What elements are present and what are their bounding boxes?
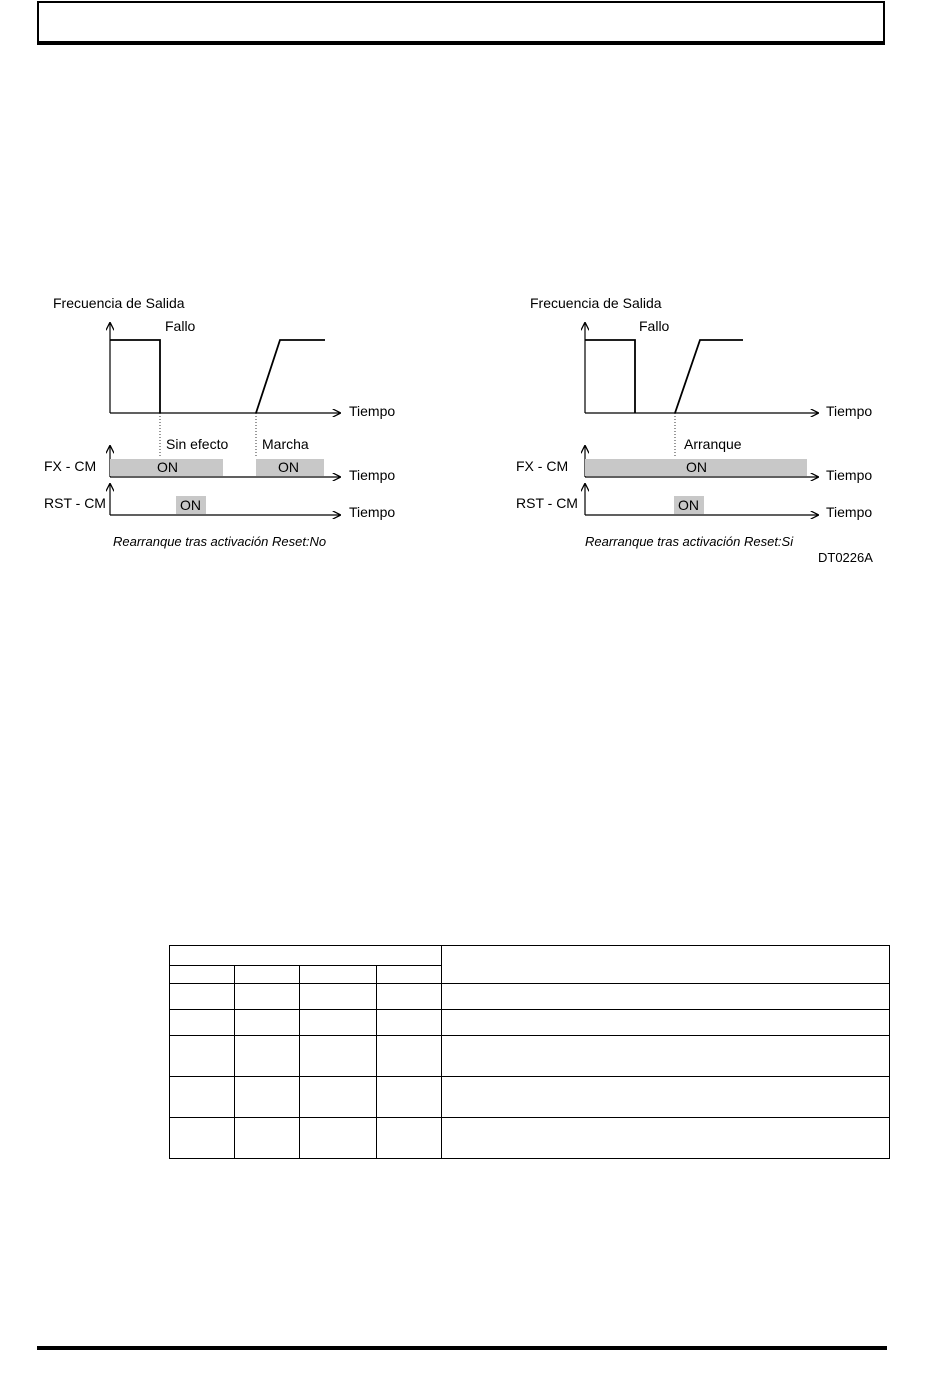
- table-cell: [377, 1010, 442, 1036]
- table-cell: [377, 1118, 442, 1159]
- left-output-freq-label: Frecuencia de Salida: [53, 295, 185, 311]
- right-time-label-rst: Tiempo: [826, 504, 873, 520]
- table-cell: [300, 984, 377, 1010]
- table-row: [170, 1010, 890, 1036]
- table-row: [170, 1118, 890, 1159]
- table-cell: [170, 984, 235, 1010]
- table-cell: [377, 1036, 442, 1077]
- table-cell: [170, 966, 235, 984]
- left-rst-label: RST - CM: [44, 495, 106, 511]
- right-time-label-fx: Tiempo: [826, 467, 873, 483]
- right-fault-label: Fallo: [639, 318, 670, 334]
- parameter-table: [169, 945, 890, 1159]
- right-caption: Rearranque tras activación Reset:Si: [585, 534, 794, 549]
- table-cell: [170, 946, 442, 966]
- right-diagram: [516, 295, 873, 565]
- table-cell: [442, 984, 890, 1010]
- figure-id: DT0226A: [818, 550, 873, 565]
- left-time-label-freq: Tiempo: [349, 403, 396, 419]
- table-cell: [170, 1036, 235, 1077]
- left-run-label: Marcha: [262, 436, 309, 452]
- right-fx-on-text: ON: [686, 459, 707, 475]
- table-cell: [442, 1036, 890, 1077]
- table-row: [170, 1036, 890, 1077]
- right-fx-label: FX - CM: [516, 458, 569, 474]
- table-cell: [377, 1077, 442, 1118]
- left-caption: Rearranque tras activación Reset:No: [113, 534, 327, 549]
- table-row: [170, 946, 890, 966]
- left-fx-label: FX - CM: [44, 458, 97, 474]
- table-row: [170, 1077, 890, 1118]
- table-cell: [235, 1010, 300, 1036]
- left-fx-on-text-2: ON: [278, 459, 299, 475]
- right-start-label: Arranque: [684, 436, 742, 452]
- table-cell: [170, 1118, 235, 1159]
- right-rst-label: RST - CM: [516, 495, 578, 511]
- table-cell: [300, 1010, 377, 1036]
- table-cell: [442, 1118, 890, 1159]
- table-cell: [300, 1118, 377, 1159]
- right-freq-trace-2: [675, 340, 743, 413]
- left-freq-trace-2: [256, 340, 325, 413]
- table-row: [170, 984, 890, 1010]
- table-cell: [235, 966, 300, 984]
- table-cell: [170, 1010, 235, 1036]
- left-time-label-rst: Tiempo: [349, 504, 396, 520]
- right-rst-on-text: ON: [678, 497, 699, 513]
- right-freq-trace-1: [585, 340, 635, 413]
- table-cell: [377, 966, 442, 984]
- table-cell: [235, 984, 300, 1010]
- left-no-effect-label: Sin efecto: [166, 436, 229, 452]
- left-rst-on-text: ON: [180, 497, 201, 513]
- table-cell: [377, 984, 442, 1010]
- table-cell: [442, 946, 890, 984]
- table-cell: [235, 1118, 300, 1159]
- table-cell: [300, 966, 377, 984]
- table-cell: [235, 1077, 300, 1118]
- right-output-freq-label: Frecuencia de Salida: [530, 295, 662, 311]
- footer-rule: [37, 1346, 887, 1350]
- table-cell: [442, 1010, 890, 1036]
- left-fx-on-text-1: ON: [157, 459, 178, 475]
- timing-diagram: [0, 0, 950, 600]
- table-cell: [300, 1077, 377, 1118]
- left-fault-label: Fallo: [165, 318, 196, 334]
- table-cell: [300, 1036, 377, 1077]
- left-time-label-fx: Tiempo: [349, 467, 396, 483]
- table-cell: [235, 1036, 300, 1077]
- table-cell: [170, 1077, 235, 1118]
- table-cell: [442, 1077, 890, 1118]
- left-diagram: [44, 295, 395, 549]
- right-time-label-freq: Tiempo: [826, 403, 873, 419]
- left-freq-trace-1: [110, 340, 160, 413]
